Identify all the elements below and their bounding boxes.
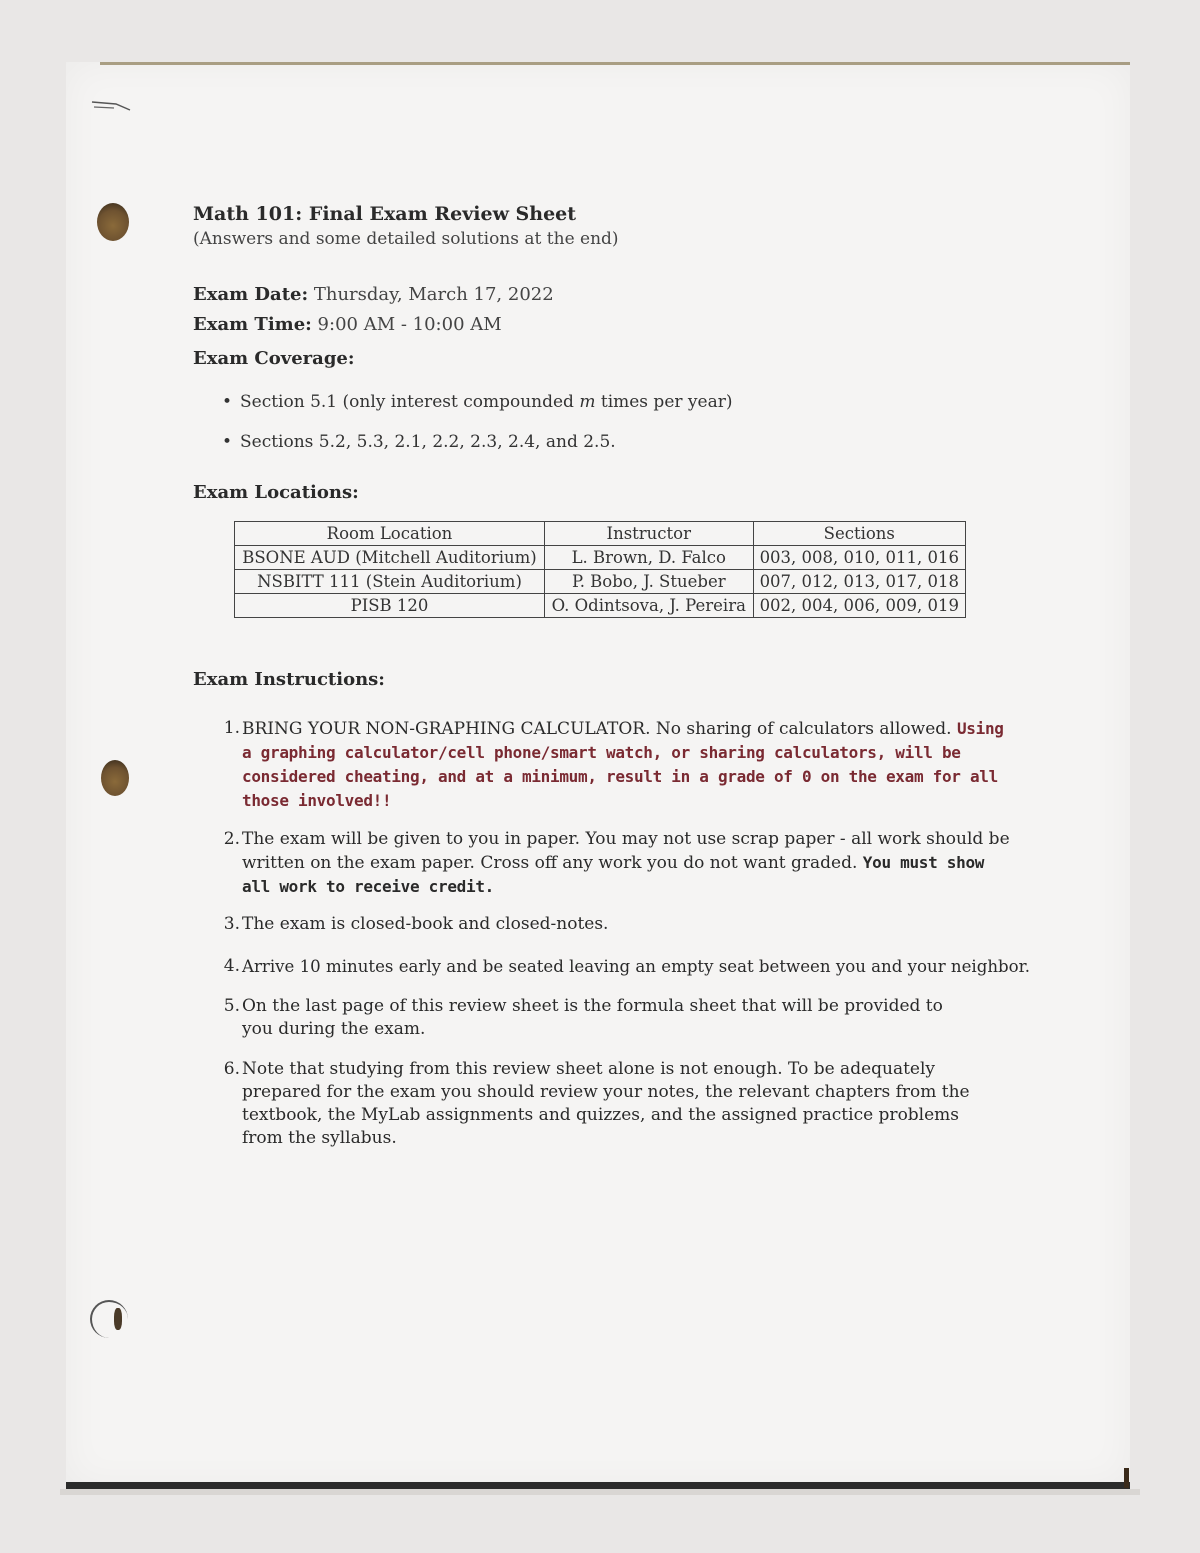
instruction-text: BRING YOUR NON-GRAPHING CALCULATOR. No sharing of calculators allowed. bbox=[242, 719, 952, 739]
sections-cell: 002, 004, 006, 009, 019 bbox=[753, 594, 965, 618]
coverage-bullet bbox=[222, 392, 732, 412]
exam-coverage-heading: Exam Coverage: bbox=[193, 348, 355, 369]
item-number: 1. bbox=[223, 718, 240, 738]
instruction-item bbox=[214, 1058, 1004, 1150]
table-row bbox=[235, 546, 966, 570]
instruction-item bbox=[214, 955, 1034, 978]
document-title: Math 101: Final Exam Review Sheet bbox=[193, 203, 577, 225]
item-number: 3. bbox=[223, 914, 240, 934]
item-number: 4. bbox=[223, 956, 240, 976]
show-work-notice: You must show all work to receive credit. bbox=[242, 853, 985, 896]
column-header: Sections bbox=[753, 522, 965, 546]
room-cell: BSONE AUD (Mitchell Auditorium) bbox=[235, 546, 545, 570]
exam-date-value: Thursday, March 17, 2022 bbox=[313, 284, 554, 305]
coverage-text-post: times per year) bbox=[595, 392, 733, 412]
instruction-text: The exam will be given to you in paper. You may not use scrap paper - all work should be written on the exam paper. Cross off any work you do not want graded. bbox=[242, 829, 1010, 873]
instruction-text: Note that studying from this review sheet alone is not enough. To be adequately prepared for the exam you should review your notes, the relevant chapters from the textbook, the MyLab assignments and quizzes, and the assigned practice problems from the syllabus. bbox=[242, 1059, 970, 1148]
sections-cell: 007, 012, 013, 017, 018 bbox=[753, 570, 965, 594]
bullet-dot-icon: • bbox=[222, 392, 233, 412]
table-header-row bbox=[235, 522, 966, 546]
column-header: Instructor bbox=[544, 522, 753, 546]
instruction-item bbox=[214, 913, 1014, 936]
sections-cell: 003, 008, 010, 011, 016 bbox=[753, 546, 965, 570]
item-number: 6. bbox=[223, 1059, 240, 1079]
instruction-text: Arrive 10 minutes early and be seated leaving an empty seat between you and your neighbor. bbox=[242, 957, 1031, 976]
instruction-item bbox=[214, 995, 974, 1041]
instructor-cell: L. Brown, D. Falco bbox=[544, 546, 753, 570]
instructor-cell: P. Bobo, J. Stueber bbox=[544, 570, 753, 594]
coverage-bullet bbox=[222, 432, 616, 452]
column-header: Room Location bbox=[235, 522, 545, 546]
instruction-text: On the last page of this review sheet is the formula sheet that will be provided to you during the exam. bbox=[242, 996, 943, 1039]
instructor-cell: O. Odintsova, J. Pereira bbox=[544, 594, 753, 618]
instruction-text: The exam is closed-book and closed-notes. bbox=[242, 914, 609, 934]
coverage-text-pre: Section 5.1 (only interest compounded bbox=[240, 392, 580, 412]
exam-time-value: 9:00 AM - 10:00 AM bbox=[317, 314, 502, 335]
instruction-item bbox=[214, 717, 1014, 813]
exam-date-row bbox=[193, 284, 554, 305]
locations-table bbox=[234, 521, 966, 618]
table-row bbox=[235, 594, 966, 618]
room-cell: NSBITT 111 (Stein Auditorium) bbox=[235, 570, 545, 594]
coverage-text: Sections 5.2, 5.3, 2.1, 2.2, 2.3, 2.4, and 2.5. bbox=[240, 432, 616, 452]
cheating-warning: Using a graphing calculator/cell phone/smart watch, or sharing calculators, will be considered cheating, and at a minimum, result in a grade of 0 on the exam for all those involved!! bbox=[242, 719, 1004, 810]
room-cell: PISB 120 bbox=[235, 594, 545, 618]
exam-locations-heading: Exam Locations: bbox=[193, 482, 359, 503]
coverage-variable: m bbox=[579, 392, 596, 412]
document-subtitle: (Answers and some detailed solutions at the end) bbox=[193, 229, 619, 249]
instruction-item bbox=[214, 828, 1014, 899]
exam-date-label: Exam Date: bbox=[193, 284, 309, 305]
table-row bbox=[235, 570, 966, 594]
item-number: 2. bbox=[223, 829, 240, 849]
item-number: 5. bbox=[223, 996, 240, 1016]
exam-time-row bbox=[193, 314, 502, 335]
exam-instructions-heading: Exam Instructions: bbox=[193, 669, 385, 690]
bullet-dot-icon: • bbox=[222, 432, 233, 452]
exam-time-label: Exam Time: bbox=[193, 314, 312, 335]
